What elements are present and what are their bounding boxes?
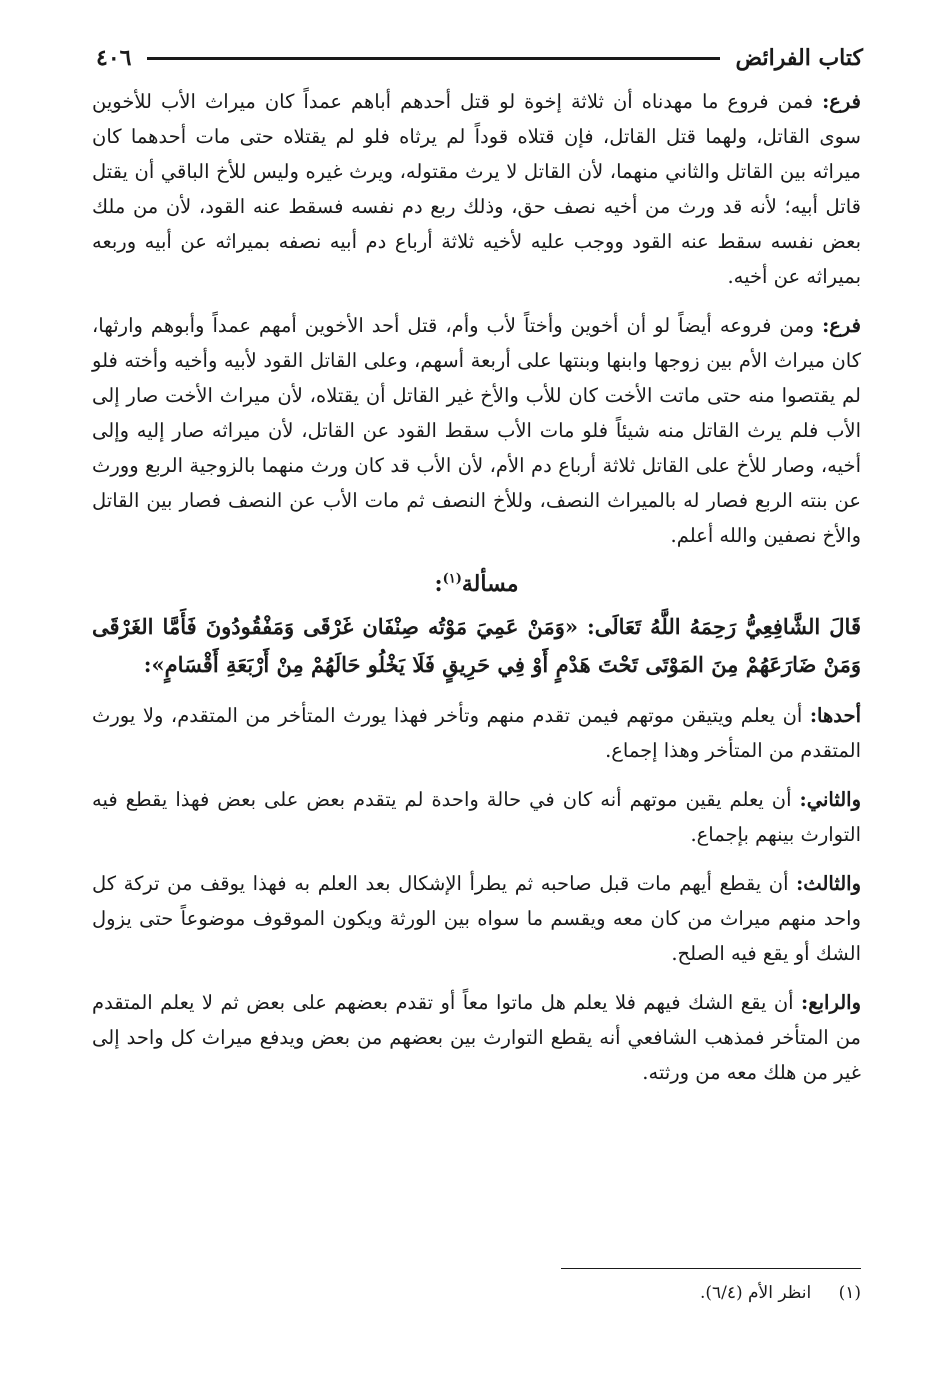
book-title: كتاب الفرائض bbox=[735, 45, 863, 71]
case-text: أن يعلم يقين موتهم أنه كان في حالة واحدة لم يتقدم بعض على بعض فهذا يقطع فيه التوارث بينهم بإجماع. bbox=[92, 788, 861, 846]
case-term: والثاني: bbox=[799, 788, 861, 811]
shafii-quote: قَالَ الشَّافِعِيُّ رَحِمَهُ اللَّهُ تَعَالَى: «وَمَنْ عَمِيَ مَوْتُه صِنْفَان غَرْقَى وَمَفْقُودُونَ فَأَمَّا الغَرْقَى وَمَنْ ضَارَعَهُمْ مِنَ المَوْتَى تَحْتَ هَدْمٍ أَوْ فِي حَرِيقٍ فَلَا يَخْلُو حَالَهُمْ مِنْ أَرْبَعَةِ أَقْسَامٍ»: bbox=[92, 614, 861, 677]
case-text: أن يقطع أيهم مات قبل صاحبه ثم يطرأ الإشكال بعد العلم به فهذا يوقف من تركة كل واحد منهم ميراث من كان معه ويقسم ما سواه بين الورثة ويكون الموقوف موضوعاً حتى يزول الشك أو يقع فيه الصلح. bbox=[92, 872, 861, 965]
case-term: أحدها: bbox=[809, 704, 861, 727]
page-header bbox=[96, 38, 863, 78]
footnote-rule bbox=[561, 1268, 861, 1269]
paragraph-term: فرع: bbox=[822, 314, 861, 337]
paragraph-branch-2 bbox=[92, 308, 861, 553]
case-fourth bbox=[92, 985, 861, 1090]
footnote-text: انظر الأم (٦/٤). bbox=[699, 1283, 812, 1303]
case-first bbox=[92, 698, 861, 768]
body-text bbox=[92, 84, 861, 1104]
case-term: والثالث: bbox=[796, 872, 861, 895]
case-third bbox=[92, 866, 861, 971]
case-second bbox=[92, 782, 861, 852]
heading-suffix: : bbox=[434, 571, 443, 597]
paragraph-text: فمن فروع ما مهدناه أن ثلاثة إخوة لو قتل أحدهم أباهم عمداً كان ميراث الأب للأخوين سوى القاتل، ولهما قتل القاتل، فإن قتلاه قوداً لم يرثاه فلو لم يقتلاه حتى مات أحدهما كان ميراثه بين القاتل والثاني منهما، لأن القاتل لا يرث مقتوله، ويرث غيره وليس للأخ الباقي أن يقتل قاتل أبيه؛ لأنه قد ورث من أخيه نصف حق، وذلك ربع دم نفسه فسقط عنه القود، لأن من ملك بعض نفسه سقط عنه القود ووجب عليه لأخيه ثلاثة أرباع دم أبيه نصفه بميراثه عن أبيه وربعه بميراثه عن أخيه. bbox=[92, 90, 861, 288]
case-text: أن يعلم ويتيقن موتهم فيمن تقدم منهم وتأخر فهذا يورث المتأخر من المتقدم، ولا يورث المتقدم من المتأخر وهذا إجماع. bbox=[92, 704, 861, 762]
paragraph-term: فرع: bbox=[822, 90, 861, 113]
header-rule bbox=[147, 57, 719, 60]
section-heading bbox=[92, 567, 861, 602]
footnote-number: (١) bbox=[838, 1283, 861, 1303]
paragraph-text: ومن فروعه أيضاً لو أن أخوين وأختاً لأب وأم، قتل أحد الأخوين أمهم عمداً وأبوهم وارثها، كان ميراث الأم بين زوجها وابنها وبنتها على أربعة أسهم، وعلى القاتل القود لأبيه وأخيه وأخته فلو لم يقتصوا منه حتى ماتت الأخت كان للأب والأخ غير القاتل أن يقتلاه، لأن ميراث الأخت صار إلى الأب فلم يرث القاتل منه شيئاً فلو مات الأب سقط القود عن القاتل، لأن ميراثه صار إليه وإلى أخيه، وصار للأخ على القاتل ثلاثة أرباع دم الأم، لأن الأب قد كان ورث منهما بالزوجية الربع وورث عن بنته الربع فصار له بالميراث النصف، وللأخ النصف ثم مات الأب عن النصف فصار بين القاتل والأخ نصفين والله أعلم. bbox=[92, 314, 861, 547]
page-number: ٤٠٦ bbox=[96, 45, 132, 71]
heading-text: مسألة bbox=[461, 571, 519, 597]
footnote bbox=[92, 1280, 861, 1306]
case-term: والرابع: bbox=[801, 991, 861, 1014]
paragraph-branch-1 bbox=[92, 84, 861, 294]
footnote-reference: (١) bbox=[442, 571, 462, 587]
case-text: أن يقع الشك فيهم فلا يعلم هل ماتوا معاً أو تقدم بعضهم على بعض ثم لا يعلم المتقدم من المتأخر فمذهب الشافعي أنه يقطع التوارث بين بعضهم من بعض ويدفع ميراث كل واحد إلى غير من هلك معه من ورثته. bbox=[92, 991, 861, 1084]
